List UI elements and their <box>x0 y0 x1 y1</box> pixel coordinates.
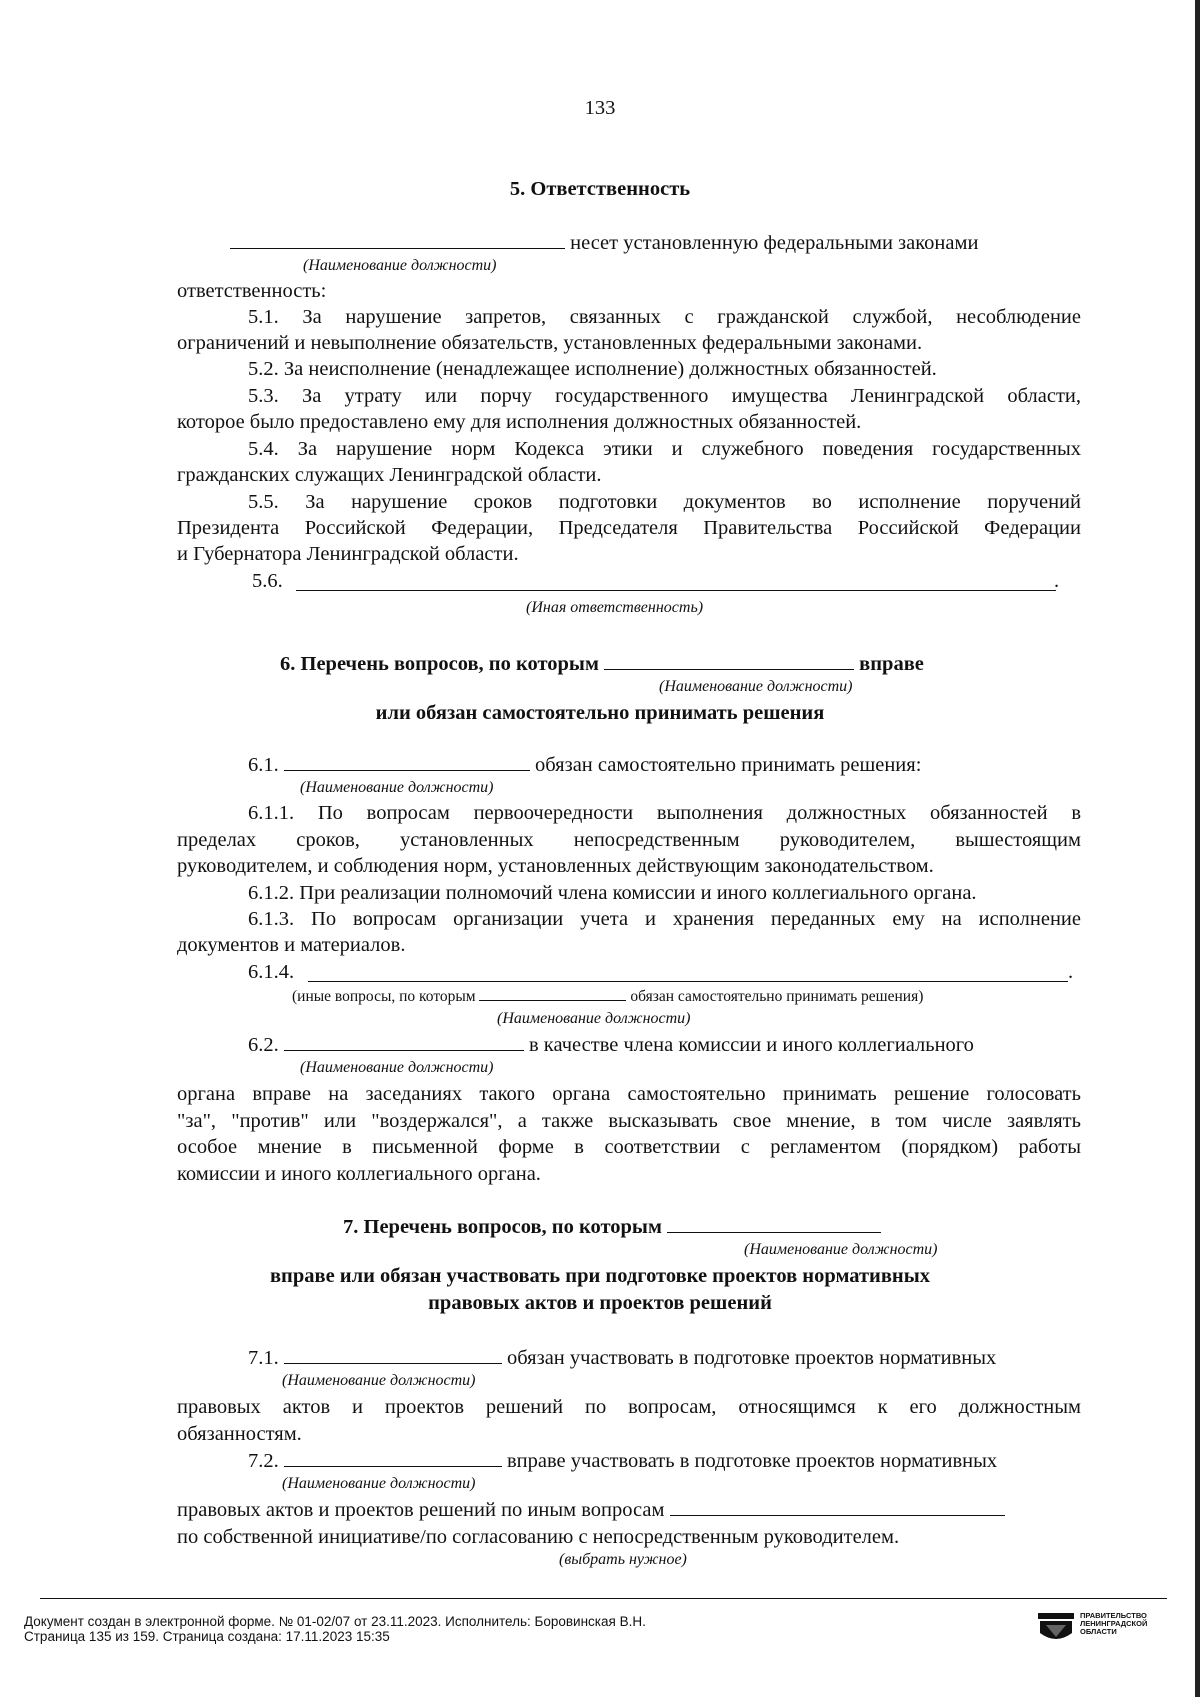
paragraph-line: Президента Российской Федерации, Председателя Правительства Российской Федерации <box>177 517 1081 539</box>
caption: (Наименование должности) <box>744 1241 938 1258</box>
blank-position <box>670 1497 1005 1516</box>
paragraph-line: которое было предоставлено ему для исполнения должностных обязанностей. <box>177 411 862 433</box>
caption: (Наименование должности) <box>300 779 494 796</box>
caption: (иные вопросы, по которым обязан самостоятельно принимать решения) <box>292 988 924 1005</box>
paragraph-line: руководителем, и соблюдения норм, установленных действующим законодательством. <box>177 855 934 877</box>
paragraph-line: гражданских служащих Ленинградской области. <box>177 464 602 486</box>
caption: (Наименование должности) <box>300 1059 494 1076</box>
section-6-title-line-2: или обязан самостоятельно принимать решения <box>375 702 825 724</box>
paragraph-line: ограничений и невыполнение обязательств, установленных федеральными законами. <box>177 332 923 354</box>
blank-line <box>308 981 1068 982</box>
section-7-title-line-3: правовых актов и проектов решений <box>428 1292 772 1314</box>
paragraph-line: по собственной инициативе/по согласованию с непосредственным руководителем. <box>177 1526 900 1548</box>
caption: (выбрать нужное) <box>559 1551 687 1568</box>
item-7-1: 7.1. обязан участвовать в подготовке проектов нормативных <box>248 1347 997 1369</box>
section-5-title: 5. Ответственность <box>509 178 691 200</box>
item-6-1-4-number: 6.1.4. <box>248 961 295 983</box>
paragraph-line: 5.2. За неисполнение (ненадлежащее исполнение) должностных обязанностей. <box>248 358 937 380</box>
section-5-intro: несет установленную федеральными законами <box>230 230 978 256</box>
footer-document-info: Документ создан в электронной форме. № 01-02/07 от 23.11.2023. Исполнитель: Боровинская В.Н. <box>24 1614 646 1629</box>
paragraph-line: 6.1.3. По вопросам организации учета и хранения переданных ему на исполнение <box>248 908 1081 930</box>
section-7-title-line-2: вправе или обязан участвовать при подготовке проектов нормативных <box>269 1265 931 1287</box>
caption: (Наименование должности) <box>282 1475 476 1492</box>
caption: (Наименование должности) <box>303 257 497 274</box>
section-7-title: 7. Перечень вопросов, по которым <box>343 1214 881 1240</box>
paragraph-line: документов и материалов. <box>177 934 406 956</box>
blank-position <box>284 1345 502 1364</box>
paragraph-line: и Губернатора Ленинградской области. <box>177 543 519 565</box>
paragraph-line: 6.1.1. По вопросам первоочередности выполнения должностных обязанностей в <box>248 802 1081 824</box>
paragraph-line: обязанностям. <box>177 1423 302 1445</box>
footer-page-info: Страница 135 из 159. Страница создана: 17.11.2023 15:35 <box>24 1629 390 1644</box>
paragraph-line: пределах сроков, установленных непосредственным руководителем, вышестоящим <box>177 829 1081 851</box>
item-6-2: 6.2. в качестве члена комиссии и иного коллегиального <box>248 1034 974 1056</box>
blank-position <box>230 230 565 249</box>
blank-position <box>284 1448 502 1467</box>
blank-position <box>284 752 530 771</box>
punctuation: . <box>1054 570 1060 592</box>
paragraph-line: правовых актов и проектов решений по вопросам, относящимся к его должностным <box>177 1396 1081 1418</box>
item-7-2: 7.2. вправе участвовать в подготовке проектов нормативных <box>248 1450 998 1472</box>
paragraph-line: ответственность: <box>177 280 327 302</box>
blank-position <box>284 1032 524 1051</box>
item-5-6-number: 5.6. <box>252 570 283 592</box>
punctuation: . <box>1068 961 1074 983</box>
paragraph-line: 5.4. За нарушение норм Кодекса этики и служебного поведения государственных <box>248 438 1081 460</box>
government-emblem-icon <box>1038 1613 1074 1643</box>
blank-line <box>296 590 1056 591</box>
paragraph-line: органа вправе на заседаниях такого органа самостоятельно принимать решение голосовать <box>177 1083 1081 1105</box>
item-6-1: 6.1. обязан самостоятельно принимать решения: <box>248 754 922 776</box>
section-6-title: 6. Перечень вопросов, по которым вправе <box>280 653 924 675</box>
caption: (Наименование должности) <box>497 1010 691 1027</box>
logo-caption: ПРАВИТЕЛЬСТВО ЛЕНИНГРАДСКОЙ ОБЛАСТИ <box>1080 1611 1148 1636</box>
paragraph-line: 6.1.2. При реализации полномочий члена комиссии и иного коллегиального органа. <box>248 882 977 904</box>
scan-edge <box>1195 0 1200 1697</box>
paragraph-line: комиссии и иного коллегиального органа. <box>177 1163 541 1185</box>
paragraph-line: "за", "против" или "воздержался", а также высказывать свое мнение, в том числе заявлять <box>177 1110 1081 1132</box>
page-number: 133 <box>584 97 616 119</box>
caption: (Наименование должности) <box>282 1372 476 1389</box>
blank-position <box>667 1214 881 1233</box>
paragraph-line: 5.3. За утрату или порчу государственного имущества Ленинградской области, <box>248 385 1081 407</box>
paragraph-line: 5.1. За нарушение запретов, связанных с гражданской службой, несоблюдение <box>248 306 1081 328</box>
blank-position <box>479 988 626 1001</box>
caption: (Иная ответственность) <box>526 599 704 616</box>
blank-position <box>604 651 854 670</box>
footer-divider <box>40 1598 1167 1599</box>
caption: (Наименование должности) <box>659 678 853 695</box>
paragraph-line: 5.5. За нарушение сроков подготовки документов во исполнение поручений <box>248 491 1081 513</box>
paragraph-line: особое мнение в письменной форме в соответствии с регламентом (порядком) работы <box>177 1136 1081 1158</box>
paragraph-line: правовых актов и проектов решений по иным вопросам <box>177 1497 1005 1523</box>
